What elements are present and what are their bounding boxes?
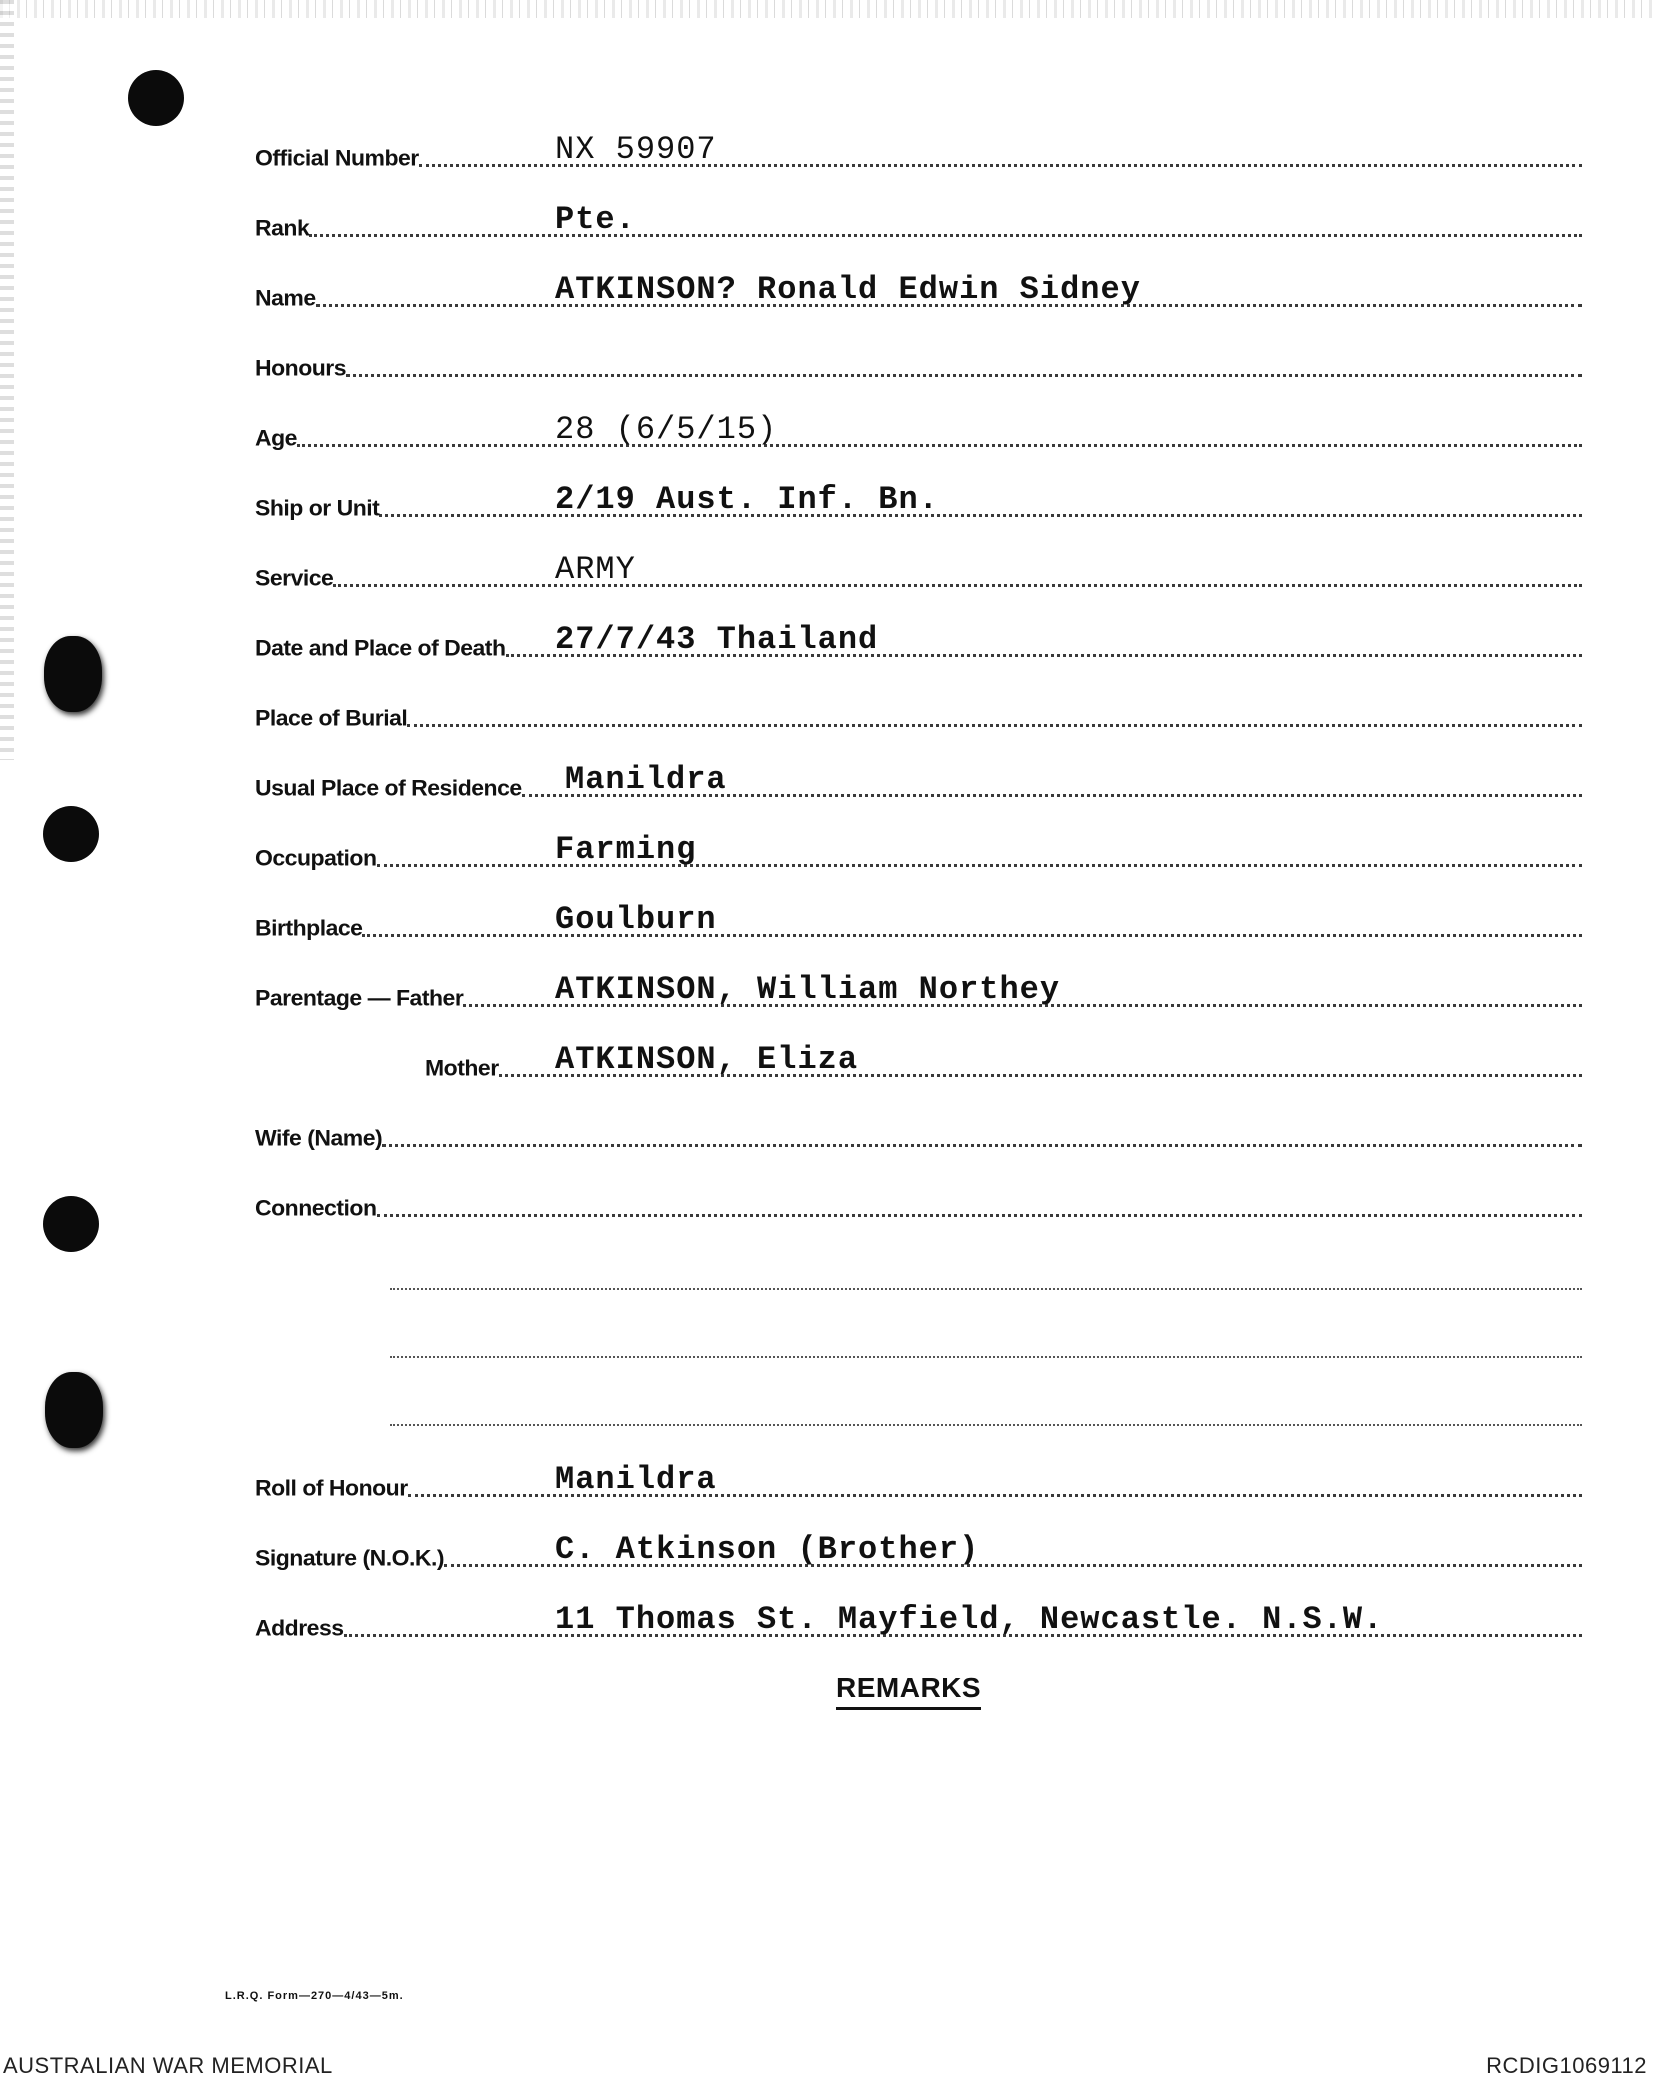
date-place-death-row — [255, 621, 1582, 664]
father-row — [255, 971, 1582, 1014]
mother-value: ATKINSON, Eliza — [555, 1041, 859, 1078]
place-of-burial-row — [255, 694, 1582, 734]
signature-value: C. Atkinson (Brother) — [555, 1531, 980, 1568]
connection-row — [255, 1184, 1582, 1224]
name-label: Name — [255, 285, 316, 311]
dotted-line — [346, 374, 1582, 377]
ship-or-unit-row — [255, 481, 1582, 524]
father-value: ATKINSON, William Northey — [555, 971, 1061, 1008]
honours-row — [255, 344, 1582, 384]
punch-hole-2 — [44, 636, 102, 712]
service-value: ARMY — [555, 551, 636, 588]
date-place-death-label: Date and Place of Death — [255, 635, 506, 661]
footer-institution: AUSTRALIAN WAR MEMORIAL — [3, 2053, 333, 2078]
dotted-line — [407, 724, 1582, 727]
dotted-line — [297, 444, 1582, 447]
dotted-line — [377, 1214, 1583, 1217]
birthplace-row — [255, 901, 1582, 944]
ship-or-unit-label: Ship or Unit — [255, 495, 380, 521]
connection-label: Connection — [255, 1195, 377, 1221]
address-row — [255, 1601, 1582, 1644]
rank-row — [255, 201, 1582, 244]
mother-row — [425, 1041, 1582, 1084]
connection-line-3 — [390, 1356, 1582, 1358]
dotted-line — [333, 584, 1582, 587]
punch-hole-3 — [43, 806, 99, 862]
address-value: 11 Thomas St. Mayfield, Newcastle. N.S.W. — [555, 1601, 1384, 1638]
connection-line-4 — [390, 1424, 1582, 1426]
honours-label: Honours — [255, 355, 347, 381]
signature-label: Signature (N.O.K.) — [255, 1545, 445, 1571]
form-code: L.R.Q. Form—270—4/43—5m. — [225, 1990, 404, 2002]
connection-line-2 — [390, 1288, 1582, 1290]
signature-row — [255, 1531, 1582, 1574]
dotted-line — [382, 1144, 1582, 1147]
age-label: Age — [255, 425, 297, 451]
dotted-line — [362, 934, 1582, 937]
birthplace-label: Birthplace — [255, 915, 363, 941]
age-value: 28 (6/5/15) — [555, 411, 778, 448]
usual-residence-value: Manildra — [565, 761, 727, 798]
service-label: Service — [255, 565, 334, 591]
address-label: Address — [255, 1615, 344, 1641]
official-number-row — [255, 131, 1582, 174]
punch-hole-4 — [43, 1196, 99, 1252]
roll-of-honour-label: Roll of Honour — [255, 1475, 408, 1501]
official-number-value: NX 59907 — [555, 131, 717, 168]
mother-label: Mother — [425, 1055, 499, 1081]
scan-edge-noise — [0, 0, 1655, 18]
punch-hole-5 — [45, 1372, 103, 1448]
occupation-label: Occupation — [255, 845, 377, 871]
usual-residence-row — [255, 761, 1582, 804]
roll-of-honour-row — [255, 1461, 1582, 1504]
rank-value: Pte. — [555, 201, 636, 238]
date-place-death-value: 27/7/43 Thailand — [555, 621, 879, 658]
scan-left-edge — [0, 0, 14, 760]
usual-residence-label: Usual Place of Residence — [255, 775, 522, 801]
name-row — [255, 271, 1582, 314]
name-value: ATKINSON? Ronald Edwin Sidney — [555, 271, 1141, 308]
footer-reference: RCDIG1069112 — [1486, 2053, 1647, 2078]
official-number-label: Official Number — [255, 145, 419, 171]
dotted-line — [309, 234, 1582, 237]
place-of-burial-label: Place of Burial — [255, 705, 408, 731]
birthplace-value: Goulburn — [555, 901, 717, 938]
rank-label: Rank — [255, 215, 310, 241]
remarks-heading: REMARKS — [836, 1672, 981, 1710]
service-row — [255, 551, 1582, 594]
punch-hole-top — [128, 70, 184, 126]
age-row — [255, 411, 1582, 454]
wife-row — [255, 1114, 1582, 1154]
father-label: Parentage — Father — [255, 985, 464, 1011]
occupation-row — [255, 831, 1582, 874]
ship-or-unit-value: 2/19 Aust. Inf. Bn. — [555, 481, 939, 518]
roll-of-honour-value: Manildra — [555, 1461, 717, 1498]
wife-label: Wife (Name) — [255, 1125, 383, 1151]
occupation-value: Farming — [555, 831, 697, 868]
